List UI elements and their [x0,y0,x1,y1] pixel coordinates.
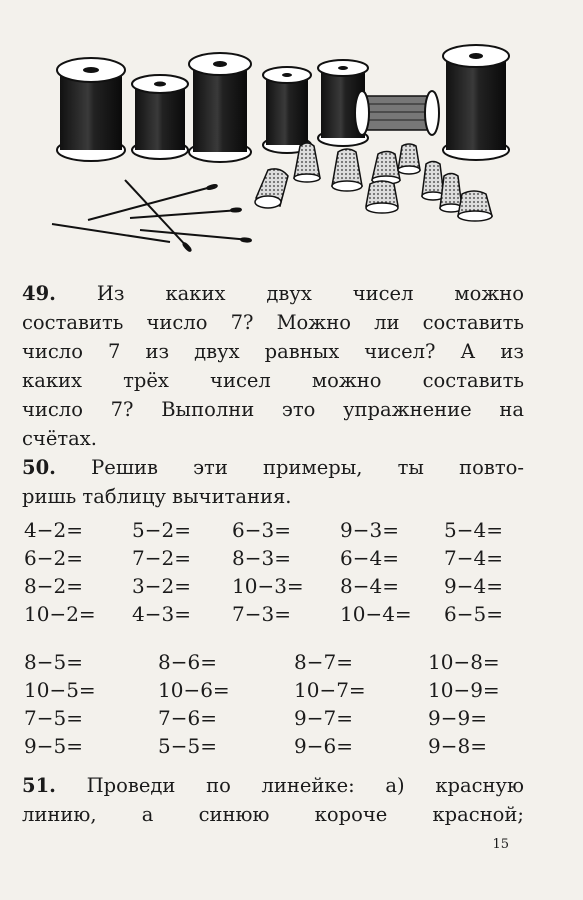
expression: 7−6= [158,706,217,730]
expression: 6−5= [444,602,503,626]
expression: 7−5= [24,706,83,730]
expression: 6−2= [24,546,83,570]
expression: 5−4= [444,518,503,542]
text-line: каких трёх чисел можно составить [22,369,524,392]
expression: 8−4= [340,574,399,598]
spool-icon [57,58,125,161]
text-line: счётах. [22,427,97,450]
exercise-number: 49. [22,282,56,305]
expression: 5−5= [158,734,217,758]
expression: 9−5= [24,734,83,758]
exercise-number: 51. [22,774,56,797]
expression: 9−4= [444,574,503,598]
text-line: число 7 из двух равных чисел? А из [22,340,524,363]
expression: 8−3= [232,546,291,570]
expression: 8−2= [24,574,83,598]
expression: 9−9= [428,706,487,730]
expression: 10−5= [24,678,96,702]
exercise-number: 50. [22,456,56,479]
expression: 5−2= [132,518,191,542]
text-line: Из каких двух чисел можно [96,282,524,305]
expression: 8−7= [294,650,353,674]
page-number: 15 [492,837,509,852]
text-line: число 7? Выполни это упражнение на [22,398,524,421]
exercise-50 [22,453,524,511]
spool-icon [443,45,509,160]
exercise-51 [22,771,524,829]
expression: 6−3= [232,518,291,542]
expression: 7−2= [132,546,191,570]
text-line: Проведи по линейке: а) красную [86,774,524,797]
spool-icon [132,75,188,159]
expression: 3−2= [132,574,191,598]
expression: 8−6= [158,650,217,674]
expression: 9−8= [428,734,487,758]
sewing-illustration [0,0,583,265]
spool-lying-icon [355,91,439,135]
expression: 9−7= [294,706,353,730]
expression: 8−5= [24,650,83,674]
expression: 10−6= [158,678,230,702]
expression: 10−2= [24,602,96,626]
expression: 7−4= [444,546,503,570]
expression: 4−2= [24,518,83,542]
expression: 10−7= [294,678,366,702]
expression: 10−8= [428,650,500,674]
expression: 4−3= [132,602,191,626]
expression: 9−6= [294,734,353,758]
text-line: составить число 7? Можно ли составить [22,311,524,334]
expression: 10−9= [428,678,500,702]
expression: 9−3= [340,518,399,542]
expression: 10−4= [340,602,412,626]
needles-icon [52,180,251,252]
spool-icon [189,53,251,162]
text-line: линию, а синюю короче красной; [22,803,524,826]
exercise-49 [22,279,524,453]
spool-icon [263,67,311,153]
text-line: Решив эти примеры, ты повто- [91,456,524,479]
expression: 6−4= [340,546,399,570]
expression: 7−3= [232,602,291,626]
expression: 10−3= [232,574,304,598]
text-line: ришь таблицу вычитания. [22,485,292,508]
